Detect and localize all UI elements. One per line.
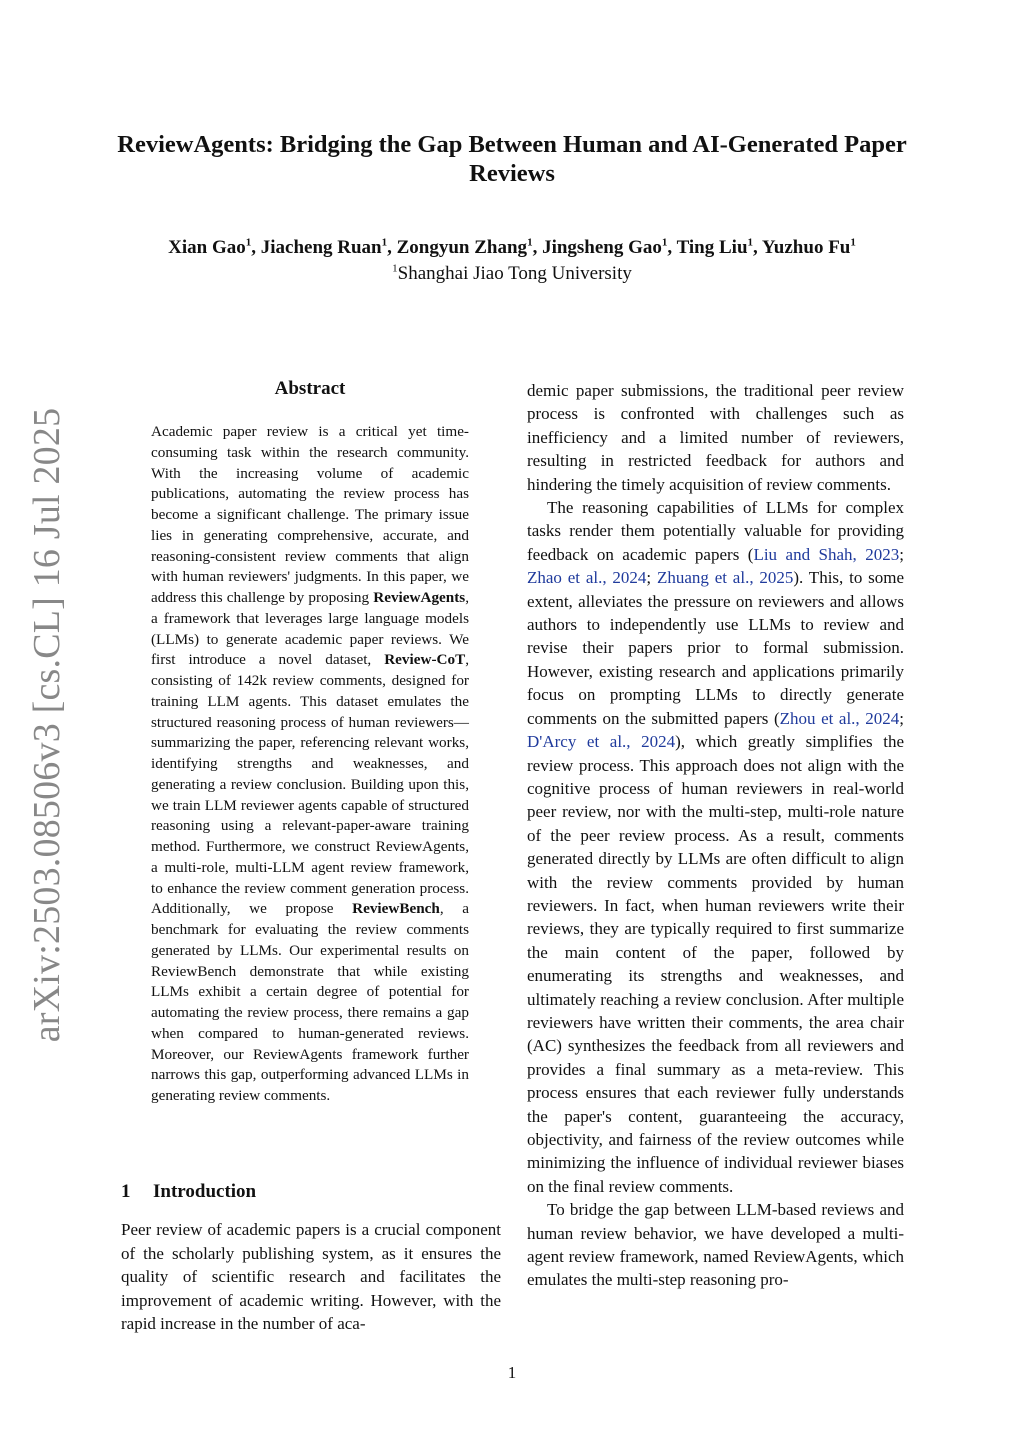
abstract-heading: Abstract: [274, 378, 346, 399]
author-list: [90, 236, 934, 260]
section-heading-introduction: 1 Introduction: [121, 1181, 257, 1202]
author: Ting Liu$^1$,: [676, 236, 762, 258]
author: Xian Gao$^1$,: [168, 236, 261, 258]
citation-link[interactable]: Zhao et al., 2024: [527, 568, 647, 588]
right-column: [527, 379, 904, 1292]
citation-link[interactable]: Liu and Shah, 2023: [753, 544, 900, 564]
author: Yuzhuo Fu$^1$: [761, 236, 856, 258]
bold-term: ReviewAgents: [373, 589, 466, 606]
author: Jingsheng Gao$^1$,: [542, 236, 677, 258]
bold-term: Review-CoT: [384, 651, 466, 669]
intro-paragraph: The reasoning capabilities of LLMs for complex tasks render them potentially valuable for providing feedback on academic papers (Liu and Shah, 2023; Zhao et al., 2024; Zhuang et al., 2025). This, to some extent, alleviates the pressure on reviewers and allows authors to independently use LLMs to review and revise their papers prior to formal submission. However, existing research and applications primarily focus on prompting LLMs to directly generate comments on the submitted papers (Zhou et al., 2024; D'Arcy et al., 2024), which greatly simplifies the review process. This approach does not align with the cognitive process of human reviewers in real-world peer review, nor with the multi-step, multi-role nature of the peer review process. As a result, comments generated directly by LLMs are often difficult to align with the review comments provided by human reviewers. In fact, when human reviewers write their reviews, they are typically required to first summarize the main content of the paper, followed by enumerating its strengths and weaknesses, and ultimately reaching a review conclusion. After multiple reviewers have written their comments, the area chair (AC) synthesizes the feedback from all reviewers and provides a final summary as a meta-review. This process ensures that each reviewer fully understands the paper's content, guaranteeing the accuracy, objectivity, and fairness of the review outcomes while minimizing the influence of individual reviewer biases on the final review comments.: [527, 498, 905, 1196]
author: Jiacheng Ruan$^1$,: [260, 236, 397, 258]
abstract-body: Academic paper review is a critical yet time-consuming task within the research community. With the increasing volume of academic publications, automating the review process has become a significant challenge. The primary issue lies in generating comprehensive, accurate, and reasoning-consistent review comments that align with human reviewers' judgments. In this paper, we address this challenge by proposing ReviewAgents, a framework that leverages large language models (LLMs) to generate academic paper reviews. We first introduce a novel dataset, Review-CoT, consisting of 142k review comments, designed for training LLM agents. This dataset emulates the structured reasoning process of human reviewers—summarizing the paper, referencing relevant works, identifying strengths and weaknesses, and generating a review conclusion. Building upon this, we train LLM reviewer agents capable of structured reasoning using a relevant-paper-aware training method. Furthermore, we construct ReviewAgents, a multi-role, multi-LLM agent review framework, to enhance the review comment generation process. Additionally, we propose ReviewBench, a benchmark for evaluating the review comments generated by LLMs. Our experimental results on ReviewBench demonstrate that while existing LLMs exhibit a certain degree of potential for automating the review process, there remains a gap when compared to human-generated reviews. Moreover, our ReviewAgents framework further narrows this gap, outperforming advanced LLMs in generating review comments.: [151, 423, 469, 1104]
citation-link[interactable]: Zhuang et al., 2025: [656, 568, 794, 588]
bold-term: ReviewBench: [352, 900, 440, 918]
author: Zongyun Zhang$^1$,: [396, 236, 543, 258]
paper-title: ReviewAgents: Bridging the Gap Between Human and AI-Generated Paper Reviews: [117, 131, 907, 187]
intro-paragraph: To bridge the gap between LLM-based reviews and human review behavior, we have developed a multi-agent review framework, named ReviewAgents, which emulates the multi-step reasoning pro-: [527, 1200, 904, 1290]
page-number: 1: [507, 1363, 517, 1382]
citation-link[interactable]: Zhou et al., 2024: [779, 708, 900, 728]
citation-link[interactable]: D'Arcy et al., 2024: [527, 732, 676, 752]
intro-paragraph-left: Peer review of academic papers is a crucial component of the scholarly publishing system, as it ensures the quality of scientific research and facilitates the improvement of academic writing. However, with the rapid increase in the number of aca-: [121, 1220, 501, 1334]
intro-paragraph: demic paper submissions, the traditional peer review process is confronted with challenges such as inefficiency and a limited number of reviewers, resulting in restricted feedback for authors and hindering the timely acquisition of review comments.: [527, 381, 904, 494]
arxiv-identifier-stamp: arXiv:2503.08506v3 [cs.CL] 16 Jul 2025: [26, 407, 68, 1043]
affiliation: $^1$Shanghai Jiao Tong University: [392, 262, 632, 284]
